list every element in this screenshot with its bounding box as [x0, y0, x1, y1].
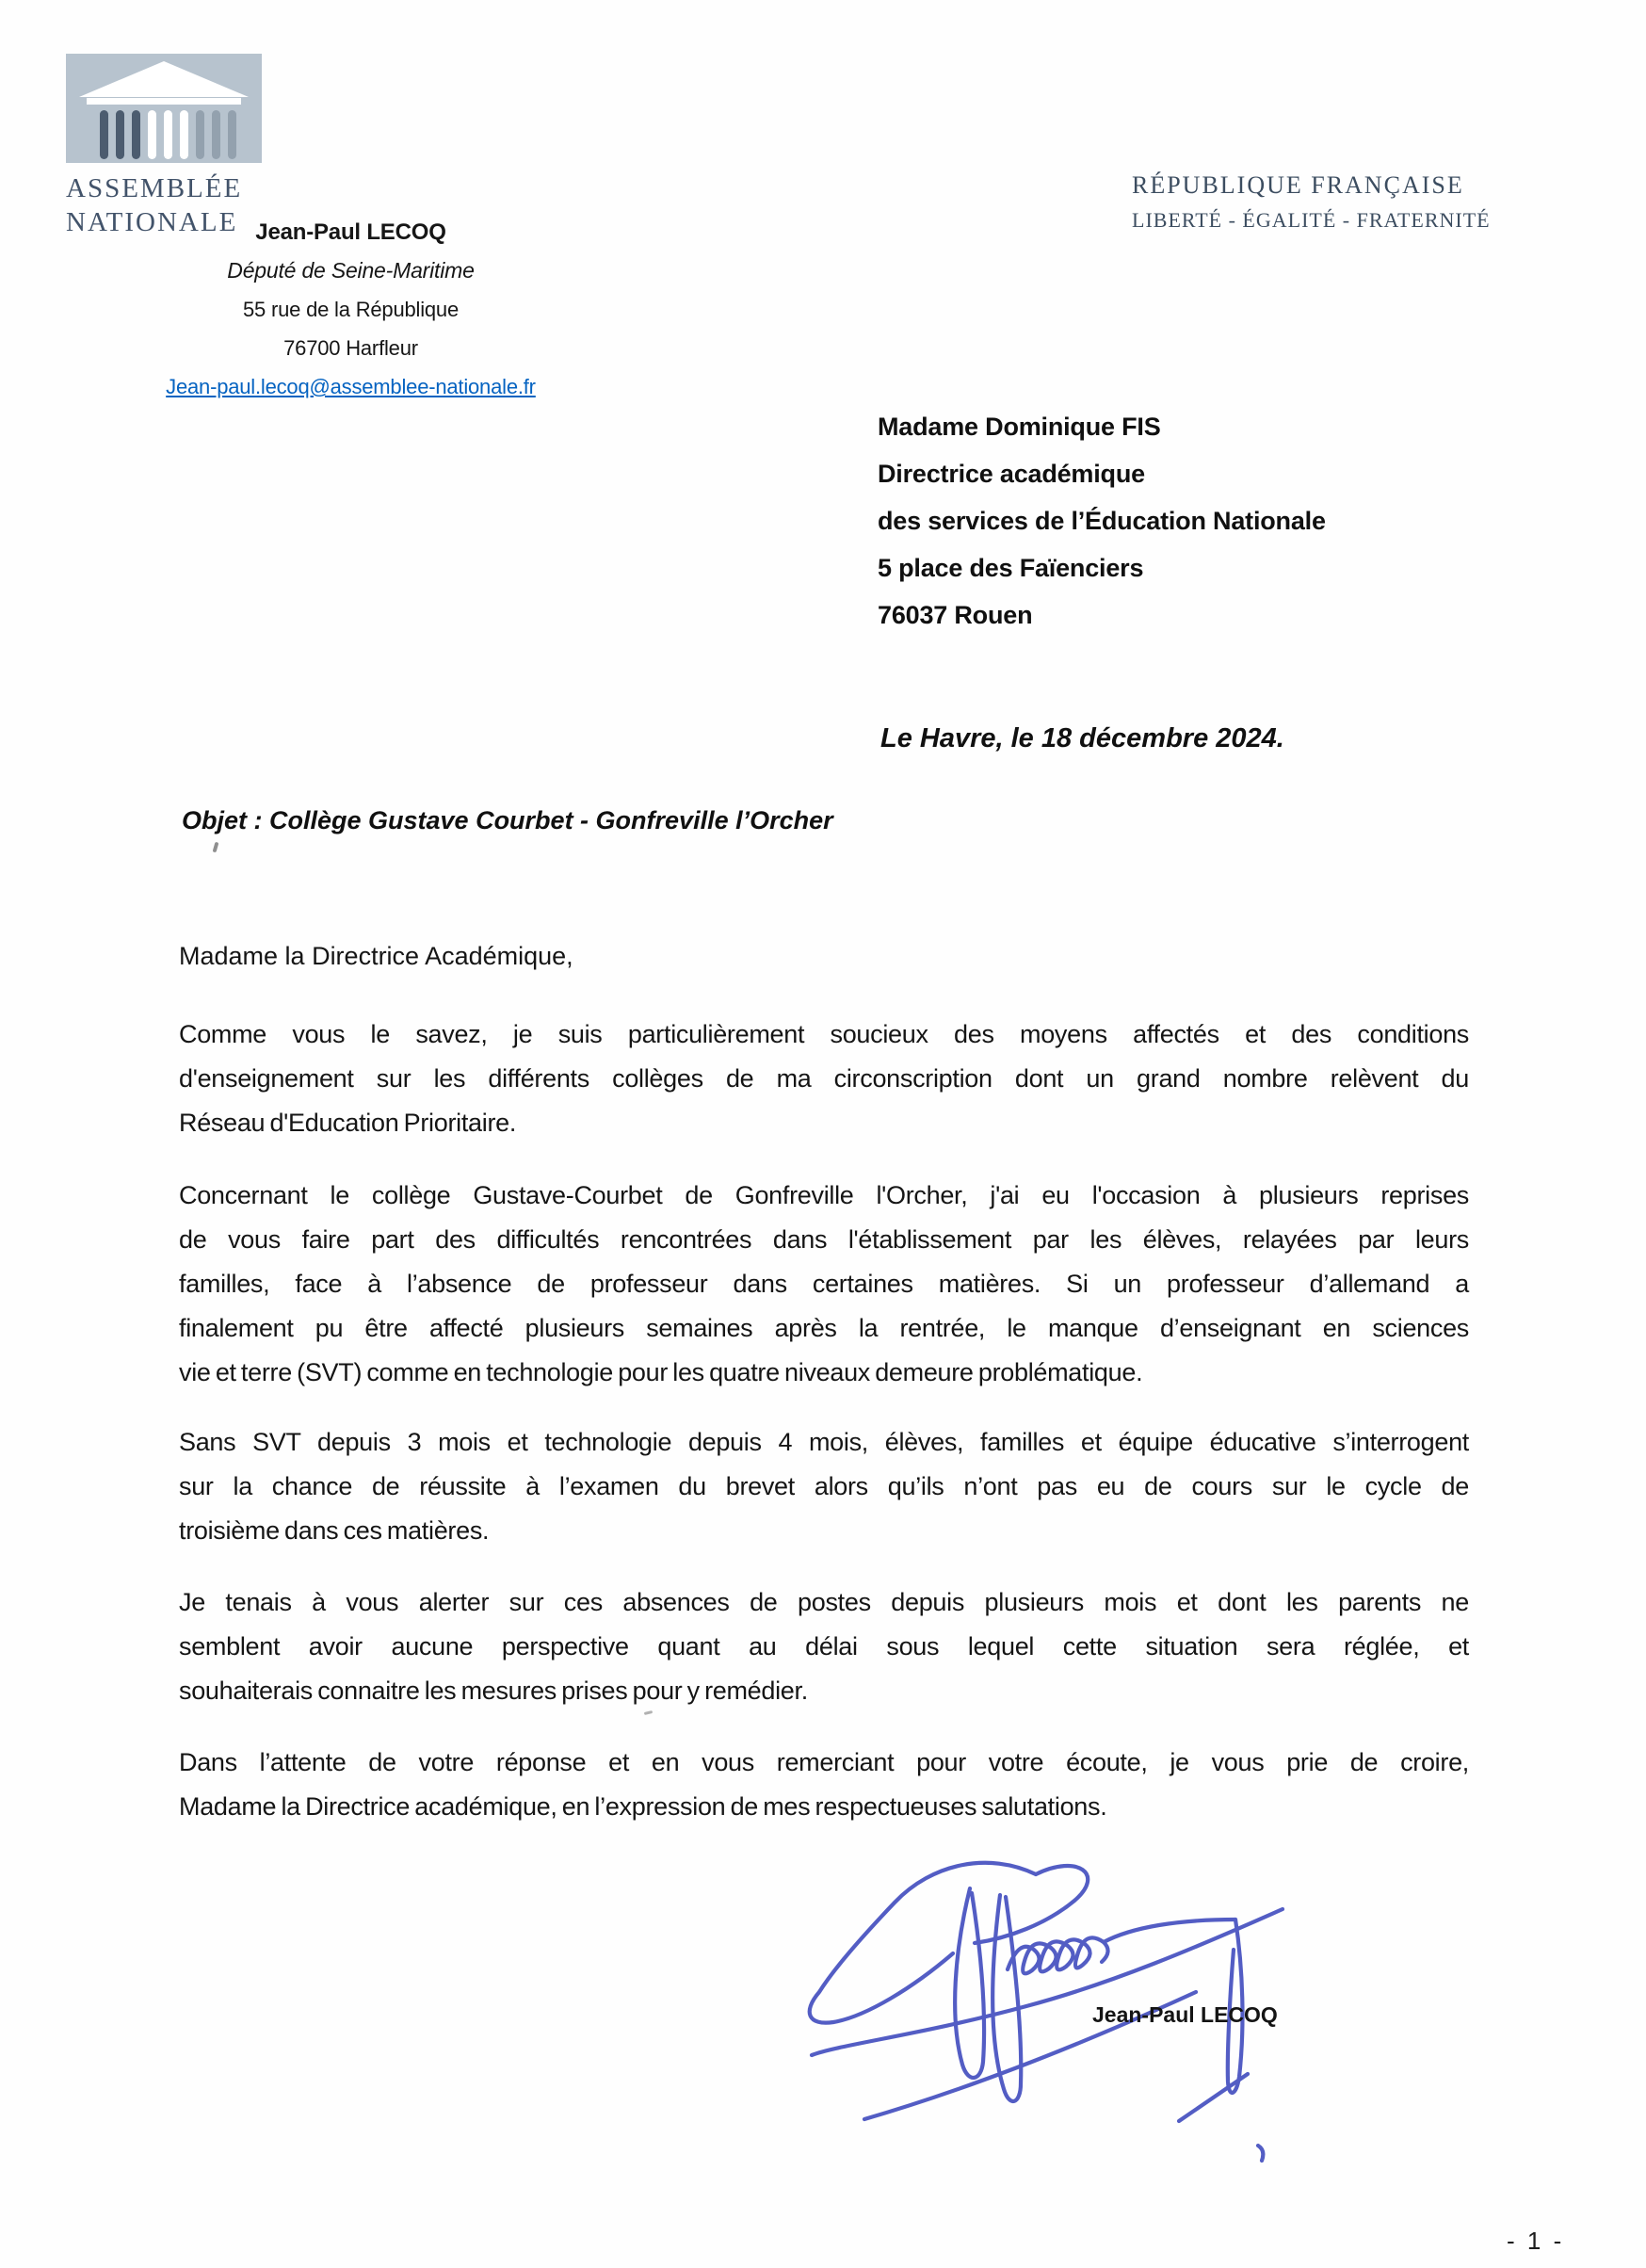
recipient-line: des services de l’Éducation Nationale — [878, 507, 1326, 535]
assemblee-nationale-emblem-icon — [66, 54, 262, 163]
body-line: familles, face à l’absence de professeur dans certaines matières. Si un professeur d’allemand a — [179, 1270, 1469, 1298]
body-line: Madame la Directrice académique, en l’expression de mes respectueuses salutations. — [179, 1792, 1107, 1821]
recipient-line: 76037 Rouen — [878, 601, 1033, 629]
recipient-line: 5 place des Faïenciers — [878, 554, 1144, 582]
body-line: d'enseignement sur les différents collèges de ma circonscription dont un grand nombre relèvent du — [179, 1064, 1469, 1093]
emblem-columns-white — [148, 110, 188, 159]
recipient-line: Madame Dominique FIS — [878, 413, 1161, 441]
subject-line: Objet : Collège Gustave Courbet - Gonfreville l’Orcher — [182, 806, 833, 834]
scan-artifact — [644, 1710, 653, 1715]
sender-block — [137, 213, 565, 406]
republique-line1: RÉPUBLIQUE FRANÇAISE — [1132, 171, 1464, 199]
emblem-columns-dark — [100, 110, 140, 159]
recipient-block — [878, 403, 1326, 639]
body-line: Concernant le collège Gustave-Courbet de Gonfreville l'Orcher, j'ai eu l'occasion à plusieurs reprises — [179, 1181, 1469, 1209]
body-line: Sans SVT depuis 3 mois et technologie depuis 4 mois, élèves, familles et équipe éducative s’interrogent — [179, 1428, 1469, 1456]
scan-artifact — [213, 842, 219, 853]
salutation: Madame la Directrice Académique, — [179, 942, 573, 970]
sender-name: Jean-Paul LECOQ — [255, 219, 446, 245]
logo-caption-line1: ASSEMBLÉE — [66, 173, 243, 203]
logo-caption-line2: NATIONALE — [66, 207, 238, 237]
emblem-columns-gray — [196, 110, 236, 159]
body-line: Réseau d'Education Prioritaire. — [179, 1109, 517, 1137]
assemblee-nationale-logo — [66, 54, 268, 239]
republique-line2: LIBERTÉ - ÉGALITÉ - FRATERNITÉ — [1132, 208, 1491, 232]
recipient-line: Directrice académique — [878, 460, 1145, 488]
republique-francaise-block — [1132, 170, 1527, 235]
body-line: de vous faire part des difficultés rencontrées dans l'établissement par les élèves, relayées par leurs — [179, 1225, 1469, 1254]
paragraph-3 — [179, 1420, 1469, 1553]
sender-address-line2: 76700 Harfleur — [283, 336, 418, 360]
body-line: troisième dans ces matières. — [179, 1516, 490, 1545]
dateline: Le Havre, le 18 décembre 2024. — [880, 723, 1284, 753]
sender-email-link[interactable]: Jean-paul.lecoq@assemblee-nationale.fr — [166, 375, 536, 398]
paragraph-5 — [179, 1741, 1469, 1829]
body-line: Dans l’attente de votre réponse et en vous remerciant pour votre écoute, je vous prie de croire, — [179, 1748, 1469, 1776]
sender-title: Député de Seine-Maritime — [227, 258, 475, 283]
body-line: souhaiterais connaitre les mesures prises pour y remédier. — [179, 1677, 808, 1705]
body-line: sur la chance de réussite à l’examen du brevet alors qu’ils n’ont pas eu de cours sur le cycle de — [179, 1472, 1469, 1500]
paragraph-2 — [179, 1174, 1469, 1395]
paragraph-1 — [179, 1012, 1469, 1145]
signature-block — [753, 1837, 1356, 2204]
page-number: - 1 - — [1507, 2227, 1565, 2255]
body-line: finalement pu être affecté plusieurs semaines après la rentrée, le manque d’enseignant en sciences — [179, 1314, 1469, 1342]
paragraph-4 — [179, 1580, 1469, 1713]
body-line: Comme vous le savez, je suis particulièrement soucieux des moyens affectés et des conditions — [179, 1020, 1469, 1048]
body-line: Je tenais à vous alerter sur ces absences de postes depuis plusieurs mois et dont les parents ne — [179, 1588, 1469, 1616]
body-line: semblent avoir aucune perspective quant au délai sous lequel cette situation sera réglée, et — [179, 1632, 1469, 1660]
sender-address-line1: 55 rue de la République — [242, 298, 460, 321]
body-line: vie et terre (SVT) comme en technologie pour les quatre niveaux demeure problématique. — [179, 1358, 1143, 1386]
signature-printed-name: Jean-Paul LECOQ — [1092, 2002, 1278, 2027]
